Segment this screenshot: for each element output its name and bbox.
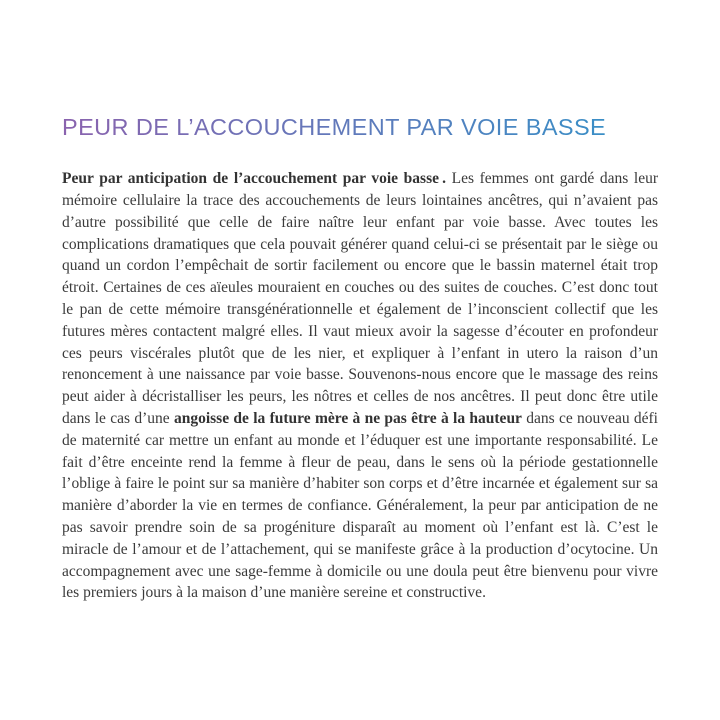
page-title: PEUR DE L’ACCOUCHEMENT PAR VOIE BASSE	[62, 114, 607, 140]
body-text-run-2: dans ce nouveau défi de maternité car mettre un enfant au monde et l’éduquer est une importante responsabilité. Le fait d’être enceinte rend la femme à fleur de peau, dans le sens où la période gestationnelle l’oblige à faire le point sur sa manière d’habiter son corps et d’être incarnée et également sur sa manière d’aborder la vie en termes de confiance. Généralement, la peur par anticipation de ne pas savoir prendre soin de sa progéniture disparaît au moment où l’enfant est là. C’est le miracle de l’amour et de l’attachement, qui se manifeste grâce à la production d’ocytocine. Un accompagnement avec une sage-femme à domicile ou une doula peut être bienvenu pour vivre les premiers jours à la maison d’une manière sereine et constructive.	[62, 409, 658, 602]
bold-inline-phrase: angoisse de la future mère à ne pas être à la hauteur	[173, 409, 522, 427]
body-paragraph	[62, 168, 658, 604]
body-text-run-1: Les femmes ont gardé dans leur mémoire cellulaire la trace des accouchements de leurs lointaines ancêtres, qui n’avaient pas d’autre possibilité que celle de faire naître leur enfant par voie basse. Avec toutes les complications dramatiques que cela pouvait générer quand celui-ci se présentait par le siège ou quand un cordon l’empêchait de sortir facilement ou encore que le bassin maternel était trop étroit. Certaines de ces aïeules mouraient en couches ou des suites de couches. C’est donc tout le pan de cette mémoire transgénérationnelle et également de l’inconscient collectif que les futures mères contactent malgré elles. Il vaut mieux avoir la sagesse d’écouter en profondeur ces peurs viscérales plutôt que de les nier, et expliquer à l’enfant in utero la raison d’un renoncement à une naissance par voie basse. Souvenons-nous encore que le massage des reins peut aider à décristalliser les peurs, les nôtres et celles de nos ancêtres. Il peut donc être utile dans le cas d’une	[62, 170, 658, 427]
bold-lead-phrase: Peur par anticipation de l’accouchement par voie basse .	[62, 170, 446, 188]
